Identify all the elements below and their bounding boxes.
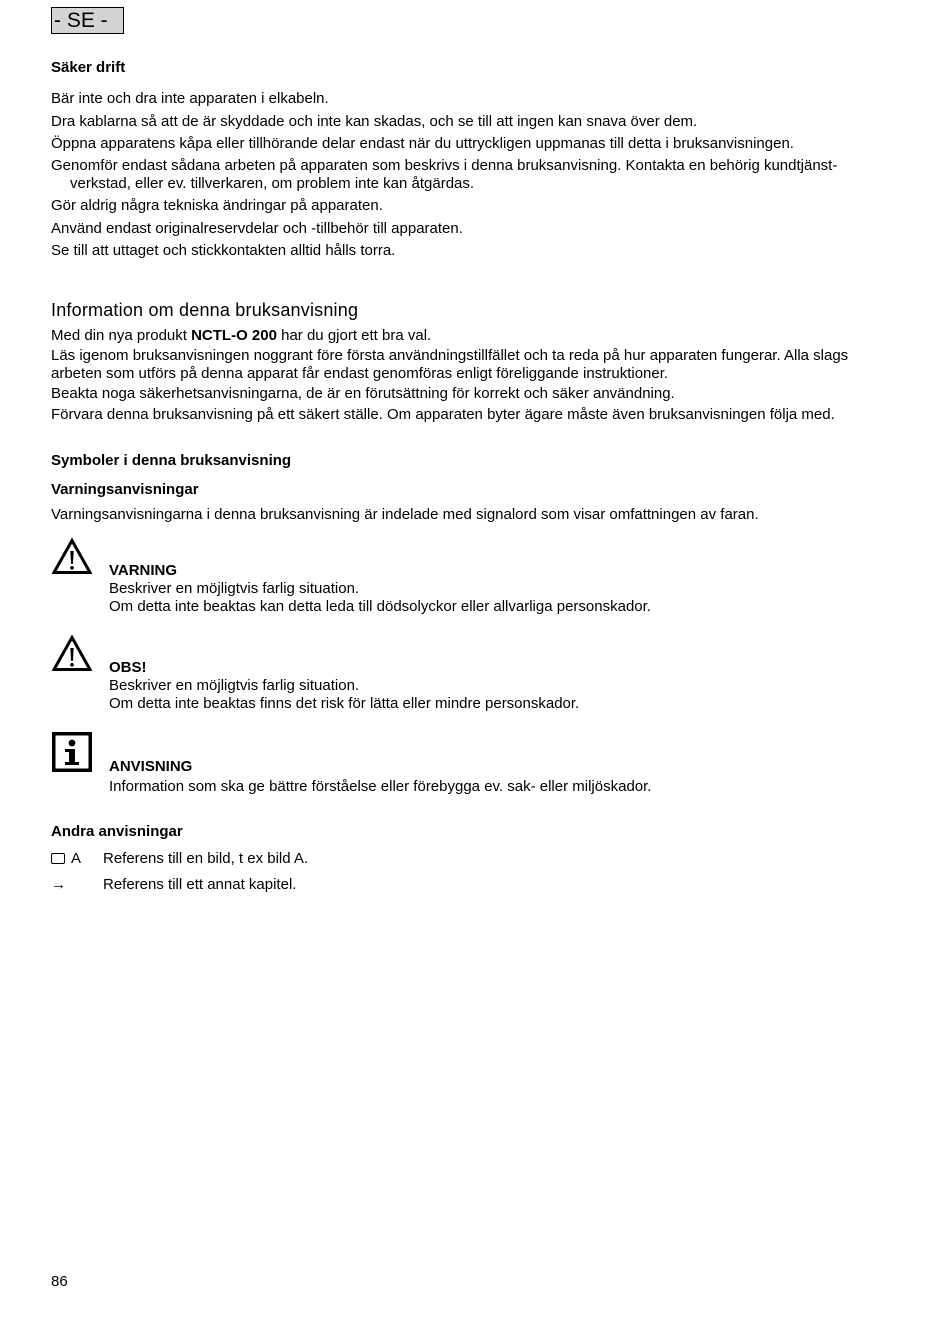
signal-word: ANVISNING [109, 758, 193, 775]
warning-triangle-icon [52, 635, 92, 672]
signal-description: Beskriver en möjligtvis farlig situation. [109, 580, 360, 597]
safety-line: Använd endast originalreservdelar och -tillbehör till apparaten. [51, 220, 463, 237]
symbol-caution [109, 659, 579, 713]
figure-reference-symbol [51, 850, 81, 868]
page-number: 86 [51, 1273, 68, 1290]
figure-box-icon [51, 853, 65, 864]
symbol-notice [109, 758, 651, 796]
safety-line: Öppna apparatens kåpa eller tillhörande delar endast när du uttryckligen uppmanas till detta i bruksanvisningen. [51, 135, 794, 152]
section-title-manual-info: Information om denna bruksanvisning [51, 300, 359, 320]
section-title-safe-operation: Säker drift [51, 59, 126, 76]
safety-line: Gör aldrig några tekniska ändringar på apparaten. [51, 197, 383, 214]
product-name: NCTL-O 200 [191, 327, 277, 344]
signal-description: Om detta inte beaktas finns det risk för lätta eller mindre personskador. [109, 695, 580, 712]
signal-description: Information som ska ge bättre förståelse eller förebygga ev. sak- eller miljöskador. [109, 778, 652, 795]
reference-text: Referens till ett annat kapitel. [103, 876, 297, 893]
signal-description: Beskriver en möjligtvis farlig situation. [109, 677, 360, 694]
signal-word: OBS! [109, 659, 147, 676]
arrow-right-icon: → [51, 876, 66, 893]
signal-description: Om detta inte beaktas kan detta leda till dödsolyckor eller allvarliga personskador. [109, 598, 651, 615]
signal-word: VARNING [109, 562, 178, 579]
safety-line: Genomför endast sådana arbeten på apparaten som beskrivs i denna bruksanvisning. Kontakta en behörig kundtjänst-verkstad, eller ev. tillverkaren, om problem inte kan åtgärdas. [51, 157, 838, 192]
symbol-warning [109, 562, 651, 616]
reference-text: Referens till en bild, t ex bild A. [103, 850, 309, 867]
section-title-other-notes: Andra anvisningar [51, 823, 183, 840]
manual-paragraph: Förvara denna bruksanvisning på ett säkert ställe. Om apparaten byter ägare måste även bruksanvisningen följa med. [51, 406, 835, 423]
manual-intro [51, 327, 431, 345]
safety-line: Se till att uttaget och stickkontakten alltid hålls torra. [51, 242, 396, 259]
info-icon [52, 732, 92, 772]
language-tag: - SE - [51, 7, 124, 34]
intro-text: Med din nya produkt [51, 327, 192, 344]
subsection-title-warnings: Varningsanvisningar [51, 481, 199, 498]
manual-paragraph: Beakta noga säkerhetsanvisningarna, de är en förutsättning för korrekt och säker användning. [51, 385, 675, 402]
intro-text: har du gjort ett bra val. [276, 327, 432, 344]
safety-line: Bär inte och dra inte apparaten i elkabeln. [51, 90, 329, 107]
safety-line: Dra kablarna så att de är skyddade och inte kan skadas, och se till att ingen kan snava över dem. [51, 113, 698, 130]
section-title-symbols: Symboler i denna bruksanvisning [51, 452, 292, 469]
warning-triangle-icon [52, 538, 92, 575]
figure-letter: A [71, 850, 82, 867]
warnings-intro: Varningsanvisningarna i denna bruksanvisning är indelade med signalord som visar omfattningen av faran. [51, 506, 759, 523]
manual-paragraph: Läs igenom bruksanvisningen noggrant före första användningstillfället och ta reda på hur apparaten fungerar. Alla slags arbeten som utförs på denna apparat får endast genomföras enligt föreliggande instruktioner. [51, 347, 849, 382]
